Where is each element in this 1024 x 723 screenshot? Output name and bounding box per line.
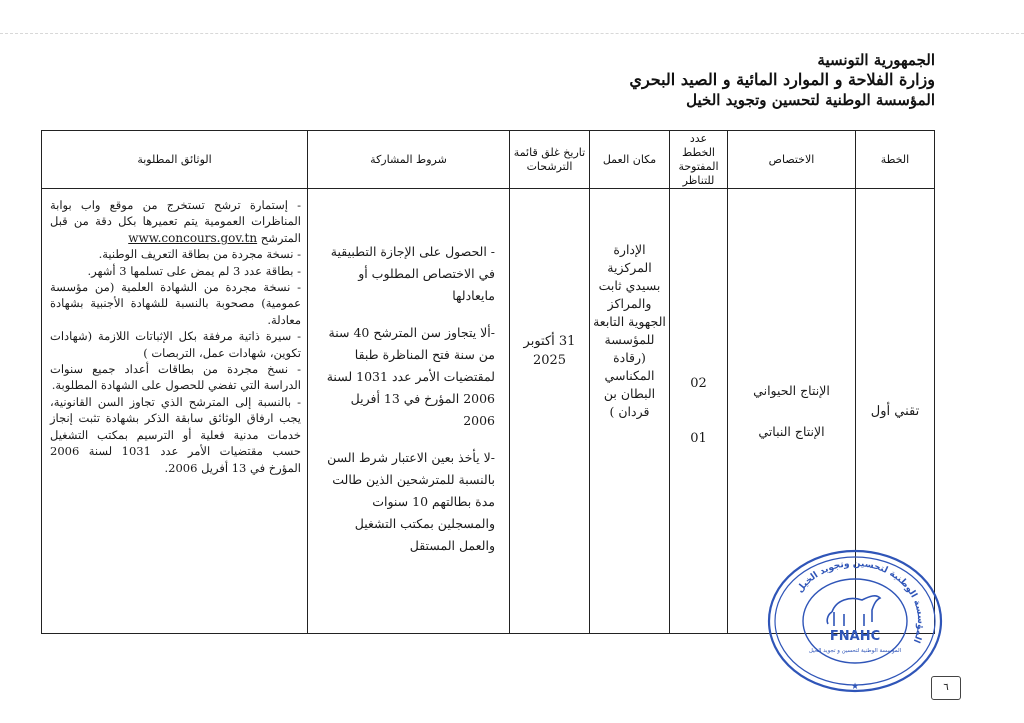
count-animal: 02	[690, 376, 707, 391]
cell-documents	[42, 189, 308, 634]
col-header-documents: الوثائق المطلوبة	[42, 131, 308, 189]
letterhead	[455, 50, 935, 110]
table-header-row	[42, 131, 935, 189]
stamp-mid-ring	[775, 557, 935, 685]
condition-exemption: -لا يأخذ بعين الاعتبار شرط السن بالنسبة للمترشحين الذين طالت مدة بطالتهم 10 سنوات والمسجلين بمكتب التشغيل والعمل المستقل	[327, 450, 495, 553]
col-header-count: عدد الخطط المفتوحة للتناظر	[670, 131, 728, 189]
count-plant: 01	[690, 431, 707, 446]
cell-plan: تقني أول	[856, 189, 935, 634]
stamp-star-icon: ★	[850, 682, 860, 692]
document-item: - نسخة مجردة من الشهادة العلمية (من مؤسسة عمومية) مصحوبة بالنسبة للشهادة الأجنبية بشهادة معادلة.	[50, 280, 301, 327]
specialty-animal: الإنتاج الحيواني	[753, 383, 830, 398]
col-header-workplace: مكان العمل	[590, 131, 670, 189]
document-item	[50, 197, 301, 246]
condition-age: -ألا يتجاوز سن المترشح 40 سنة من سنة فتح المناظرة طبقا لمقتضيات الأمر عدد 1031 لسنة 2006 المؤرخ في 13 أفريل 2006	[326, 325, 495, 428]
cell-deadline: 31 أكتوبر 2025	[510, 189, 590, 634]
document-item: - نسخ مجردة من بطاقات أعداد جميع سنوات الدراسة التي تفضي للحصول على الشهادة المطلوبة.	[50, 362, 301, 393]
document-application-form: - إستمارة ترشح تستخرج من موقع واب بوابة المناظرات العمومية يتم تعميرها بكل دقة من قبل المترشح	[50, 198, 301, 245]
col-header-plan: الخطة	[856, 131, 935, 189]
document-item: - بطاقة عدد 3 لم يمض على تسلمها 3 أشهر.	[87, 263, 301, 278]
header-institution: المؤسسة الوطنية لتحسين وتجويد الخيل	[686, 91, 935, 109]
cell-workplace: الإدارة المركزية بسيدي ثابت والمراكز الجهوية التابعة للمؤسسة (رقادة المكناسي البطان بن قردان )	[590, 189, 670, 634]
cell-conditions	[308, 189, 510, 634]
document-item: - نسخة مجردة من بطاقة التعريف الوطنية.	[98, 247, 301, 262]
col-header-specialty: الاختصاص	[728, 131, 856, 189]
official-stamp	[762, 548, 948, 694]
page-number: ٦	[931, 676, 961, 700]
condition-degree: - الحصول على الإجازة التطبيقية في الاختصاص المطلوب أو مايعادلها	[330, 244, 495, 303]
header-republic: الجمهورية التونسية	[817, 51, 935, 69]
col-header-deadline: تاريخ غلق قائمة الترشحات	[510, 131, 590, 189]
stamp-logo-text: FNAHC	[829, 629, 881, 644]
document-item: - بالنسبة إلى المترشح الذي تجاوز السن القانونية، يجب ارفاق الوثائق سابقة الذكر بشهادة تثبت إنجاز خدمات مدنية فعلية أو الترسيم بمكتب التشغيل حسب مقتضيات الأمر عدد 1031 لسنة 2006 المؤرخ في 13 أفريل 2006.	[50, 394, 301, 475]
document-item: - سيرة ذاتية مرفقة بكل الإثباتات اللازمة (شهادات تكوين، شهادات عمل، التربصات )	[50, 329, 301, 360]
top-scan-line	[0, 33, 1024, 35]
specialty-plant: الإنتاج النباتي	[758, 424, 825, 439]
stamp-ring-text: المؤسسة الوطنية لتحسين وتجويد الخيل	[795, 558, 926, 645]
header-ministry: وزارة الفلاحة و الموارد المائية و الصيد البحري	[629, 70, 935, 89]
horse-emblem-icon	[827, 596, 880, 626]
stamp-sub-text: المؤسسة الوطنية لتحسين و تجويد الخيل	[808, 648, 902, 654]
col-header-conditions: شروط المشاركة	[308, 131, 510, 189]
cell-count	[670, 189, 728, 634]
concours-portal-link[interactable]: www.concours.gov.tn	[128, 230, 258, 245]
